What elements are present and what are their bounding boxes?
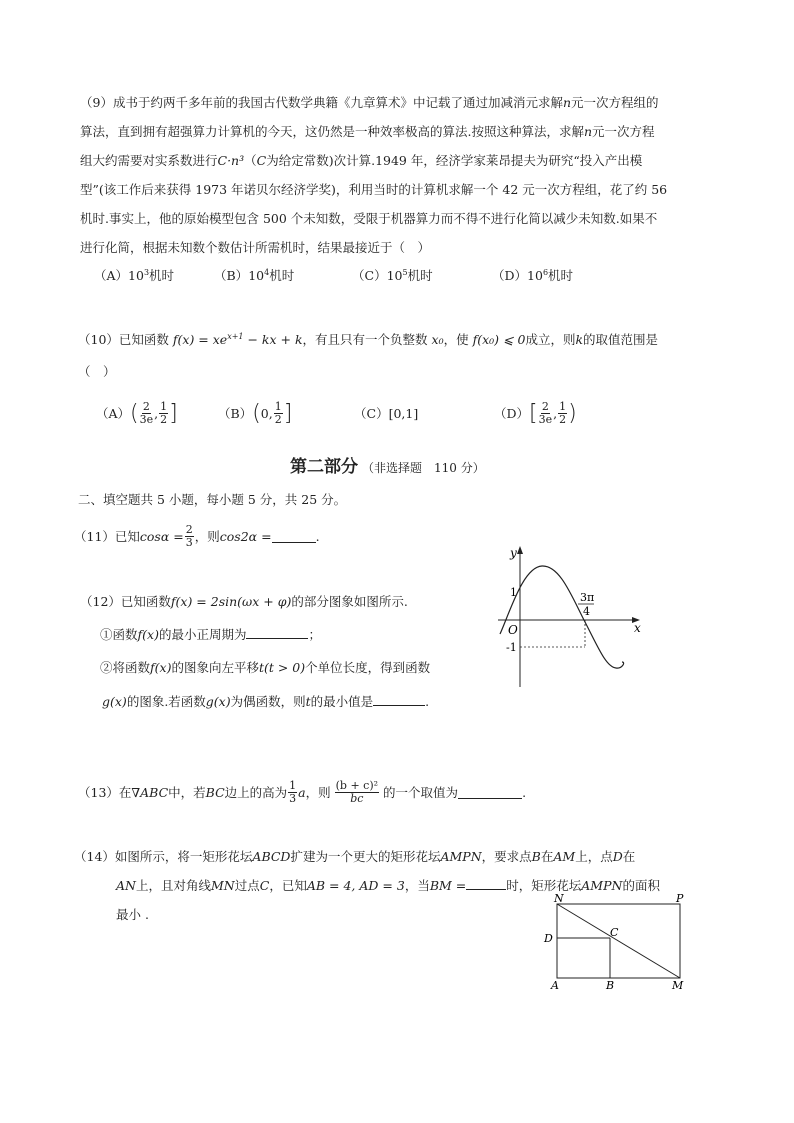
option-label: （C） bbox=[352, 268, 387, 283]
y-axis-arrow bbox=[517, 546, 523, 554]
q10-option-d[interactable]: （D） [ $\frac{2}{3e}$ , $\frac{1}{2}$ ) bbox=[494, 399, 577, 426]
interval-open: [ bbox=[529, 400, 538, 426]
q14-text: 上，且对角线 bbox=[135, 878, 211, 893]
point-c: C bbox=[259, 878, 270, 893]
q9-text: 算法，直到拥有超强算力计算机的今天，这仍然是一种效率极高的算法.按照这种算法，求解 bbox=[80, 124, 584, 139]
g-x: g(x) bbox=[102, 694, 127, 709]
question-13 bbox=[78, 772, 526, 812]
segment-an: AN bbox=[116, 878, 136, 893]
frac-num: 1 bbox=[274, 399, 282, 413]
formula-cn3: C·n³ bbox=[217, 153, 245, 168]
q9-text: （9）成书于约两千多年前的我国古代数学典籍《九章算术》中记载了通过加减消元求解 bbox=[80, 95, 563, 110]
q13-text: 的一个取值为 bbox=[383, 785, 459, 800]
fraction bbox=[185, 524, 194, 549]
answer-blank[interactable] bbox=[466, 877, 506, 890]
var-t: t bbox=[305, 694, 311, 709]
q14-text: ，已知 bbox=[269, 878, 307, 893]
triangle-abc: ∇ABC bbox=[131, 784, 169, 800]
q13-text: （13）在 bbox=[78, 785, 132, 800]
interval-close: ] bbox=[169, 400, 178, 426]
q9-line-1 bbox=[80, 88, 720, 117]
diagonal-mn bbox=[557, 904, 680, 978]
question-10-line-2: （ ） bbox=[78, 364, 116, 379]
option-unit: 机时 bbox=[407, 268, 433, 283]
q14-text: 上，点 bbox=[575, 849, 613, 864]
label-n: N bbox=[554, 892, 564, 905]
label-d: D bbox=[544, 932, 553, 945]
segment-mn: MN bbox=[210, 878, 235, 893]
q9-text: 组大约需要对实系数进行 bbox=[80, 153, 218, 168]
interval-close: ] bbox=[283, 400, 293, 426]
var-k: k bbox=[575, 332, 584, 347]
q9-option-a[interactable] bbox=[94, 266, 174, 284]
question-11 bbox=[74, 518, 320, 554]
interval-open: ( bbox=[130, 400, 139, 426]
frac-num: (b + c)² bbox=[335, 778, 379, 792]
frac-num: 2 bbox=[142, 399, 150, 413]
q10-function: f(x) = xe bbox=[172, 332, 228, 347]
frac-num: 2 bbox=[185, 522, 193, 536]
option-unit: 机时 bbox=[548, 268, 574, 283]
q10-option-b[interactable]: （B） ( 0 , $\frac{1}{2}$ ] bbox=[218, 399, 293, 426]
q13-text: 边上的高为 bbox=[224, 785, 288, 800]
q13-text: 中，若 bbox=[168, 785, 206, 800]
x-tick-num: 3π bbox=[580, 591, 595, 604]
q13-text: . bbox=[522, 784, 527, 800]
q14-text: 时，矩形花坛 bbox=[506, 878, 582, 893]
option-label: （C） bbox=[354, 406, 389, 421]
option-exp: 5 bbox=[402, 267, 408, 277]
frac-num: 1 bbox=[289, 778, 297, 792]
y-label: y bbox=[510, 546, 517, 560]
option-exp: 3 bbox=[143, 267, 150, 277]
q12-text: 的部分图象如图所示. bbox=[291, 594, 408, 609]
section-2-heading: 二、填空题共 5 小题，每小题 5 分，共 25 分。 bbox=[78, 492, 347, 507]
var-n: n bbox=[562, 95, 572, 110]
rect-ampn: AMPN bbox=[581, 878, 623, 893]
question-12-line-1 bbox=[80, 592, 408, 610]
q9-option-c[interactable] bbox=[352, 266, 433, 284]
q12-text: 的最小正周期为 bbox=[158, 627, 247, 642]
q12-text: 的图象.若函数 bbox=[126, 694, 206, 709]
interval-start: 0 bbox=[260, 405, 269, 421]
q9-line-3 bbox=[80, 146, 720, 175]
question-12-part-2-cont bbox=[102, 692, 429, 710]
option-label: （A） bbox=[96, 406, 131, 421]
question-14-line-3: 最小 . bbox=[116, 907, 149, 922]
q12-text: 的最小值是 bbox=[310, 694, 374, 709]
q9-text: 元一次方程组的 bbox=[571, 95, 659, 110]
frac-den: bc bbox=[350, 791, 364, 805]
q11-text: ，则 bbox=[194, 529, 220, 544]
option-exp: 4 bbox=[264, 267, 270, 277]
part2-title: 第二部分 bbox=[290, 457, 358, 477]
fraction bbox=[274, 401, 283, 426]
option-base: 10 bbox=[248, 268, 265, 283]
q9-option-d[interactable] bbox=[492, 266, 573, 284]
part2-subtitle: （非选择题 110 分） bbox=[361, 461, 485, 475]
answer-blank[interactable] bbox=[458, 786, 522, 799]
q14-text: ，要求点 bbox=[481, 849, 532, 864]
answer-blank[interactable] bbox=[246, 626, 308, 639]
x-label: x bbox=[634, 621, 641, 635]
interval-open: ( bbox=[252, 400, 261, 426]
f-x: f(x) bbox=[137, 627, 159, 642]
q10-text: ，有且只有一个负整数 bbox=[302, 332, 428, 347]
interval-text: [0,1] bbox=[388, 405, 419, 421]
frac-num: 1 bbox=[559, 399, 567, 413]
q14-text: 的面积 bbox=[622, 878, 660, 893]
label-p: P bbox=[676, 892, 684, 905]
q14-text: 扩建为一个更大的矩形花坛 bbox=[290, 849, 441, 864]
q12-text: （12）已知函数 bbox=[80, 594, 171, 609]
frac-den: 2 bbox=[559, 412, 567, 426]
q9-line-4: 型”(该工作后来获得 1973 年诺贝尔经济学奖)，利用当时的计算机求解一个 42 元一次方程组，花了约 56 bbox=[80, 182, 668, 197]
q14-text: 过点 bbox=[234, 878, 260, 893]
frac-den: 3e bbox=[139, 412, 154, 426]
q12-text: 的图象向左平移 bbox=[171, 660, 259, 675]
segment-am: AM bbox=[553, 849, 576, 864]
t-condition: t(t > 0) bbox=[258, 660, 306, 675]
q11-text: . bbox=[315, 528, 320, 544]
q9-line-6: 进行化简，根据未知数个数估计所需机时，结果最接近于（ ） bbox=[80, 240, 431, 255]
f-x: f(x) bbox=[150, 660, 172, 675]
question-10-line-1 bbox=[78, 330, 658, 348]
q14-text: 在 bbox=[540, 849, 554, 864]
q10-text: 的取值范围是 bbox=[583, 332, 659, 347]
option-label: （B） bbox=[218, 406, 253, 421]
q11-text: （11）已知 bbox=[74, 529, 140, 544]
point-b: B bbox=[531, 849, 541, 864]
q14-text: 在 bbox=[622, 849, 636, 864]
part2-heading bbox=[290, 452, 485, 477]
fraction bbox=[558, 401, 567, 426]
question-12-part-2 bbox=[100, 658, 430, 676]
q10-function-exponent: x+1 bbox=[227, 331, 244, 341]
q10-text: 成立，则 bbox=[525, 332, 576, 347]
option-label: （A） bbox=[94, 268, 129, 283]
label-c: C bbox=[610, 926, 619, 939]
question-12-part-1 bbox=[100, 625, 321, 643]
interval-close: ) bbox=[568, 400, 577, 426]
y-tick-1: 1 bbox=[510, 586, 517, 599]
q12-text: . bbox=[425, 694, 430, 709]
frac-num: 1 bbox=[160, 399, 168, 413]
option-unit: 机时 bbox=[149, 268, 175, 283]
q10-condition: f(x₀) ⩽ 0 bbox=[472, 332, 526, 347]
q12-text: 为偶函数，则 bbox=[230, 694, 306, 709]
x-tick-den: 4 bbox=[583, 605, 590, 618]
option-base: 10 bbox=[527, 268, 543, 283]
q9-option-b[interactable] bbox=[214, 266, 294, 284]
option-base: 10 bbox=[386, 268, 403, 283]
label-b: B bbox=[606, 979, 615, 992]
answer-blank[interactable] bbox=[272, 530, 316, 543]
q12-sine-graph bbox=[488, 542, 648, 692]
side-bc: BC bbox=[205, 784, 225, 800]
fraction bbox=[335, 780, 379, 805]
q14-text: ，当 bbox=[404, 878, 430, 893]
q12-text: ①函数 bbox=[100, 627, 138, 642]
answer-blank[interactable] bbox=[373, 693, 425, 706]
frac-den: 3 bbox=[289, 791, 297, 805]
question-9 bbox=[80, 88, 720, 262]
option-label: （D） bbox=[492, 268, 528, 283]
var-c: C bbox=[256, 153, 267, 168]
frac-den: 3 bbox=[185, 535, 193, 549]
q10-text: （10）已知函数 bbox=[78, 332, 169, 347]
cos-2alpha: cos2α = bbox=[219, 528, 272, 544]
q12-text: ②将函数 bbox=[100, 660, 151, 675]
q9-text: 元一次方程 bbox=[592, 124, 655, 139]
q14-text: （14）如图所示，将一矩形花坛 bbox=[74, 849, 253, 864]
option-label: （B） bbox=[214, 268, 249, 283]
fraction bbox=[140, 401, 154, 426]
question-14-line-1 bbox=[74, 847, 635, 865]
q14-rectangle-figure bbox=[540, 892, 690, 992]
origin-label: O bbox=[508, 623, 518, 637]
frac-num: 2 bbox=[541, 399, 549, 413]
var-a: a bbox=[298, 784, 306, 800]
q9-text: 为给定常数)次计算.1949 年，经济学家莱昂提夫为研究“投入产出模 bbox=[266, 153, 643, 168]
g-x: g(x) bbox=[205, 694, 231, 709]
q12-function: f(x) = 2sin(ωx + φ) bbox=[170, 594, 292, 609]
fraction bbox=[288, 780, 297, 805]
point-d: D bbox=[612, 849, 623, 864]
label-m: M bbox=[672, 979, 684, 992]
q12-text: ； bbox=[308, 627, 321, 642]
cos-alpha: cosα = bbox=[139, 528, 184, 544]
sine-curve bbox=[500, 566, 624, 668]
q10-function-tail: − kx + k bbox=[243, 332, 303, 347]
q10-text: ，使 bbox=[443, 332, 469, 347]
given-lengths: AB = 4, AD = 3 bbox=[306, 878, 405, 893]
var-x0: x₀ bbox=[431, 332, 444, 347]
q13-text: ，则 bbox=[305, 785, 331, 800]
var-n: n bbox=[583, 124, 593, 139]
fraction bbox=[159, 401, 168, 426]
q10-option-a[interactable]: （A） ( $\frac{2}{3e}$ , $\frac{1}{2}$ ] bbox=[96, 399, 178, 426]
fraction bbox=[539, 401, 553, 426]
q9-text: （ bbox=[244, 153, 257, 168]
rect-abcd: ABCD bbox=[252, 849, 291, 864]
q12-text: 个单位长度，得到函数 bbox=[305, 660, 431, 675]
y-tick-neg1: -1 bbox=[506, 641, 517, 654]
segment-bm: BM = bbox=[429, 878, 467, 893]
frac-den: 2 bbox=[274, 412, 282, 426]
frac-den: 3e bbox=[538, 412, 553, 426]
option-unit: 机时 bbox=[269, 268, 295, 283]
q10-option-c[interactable] bbox=[354, 396, 418, 430]
option-label: （D） bbox=[494, 406, 530, 421]
option-exp: 6 bbox=[542, 267, 549, 277]
q9-line-5: 机时.事实上，他的原始模型包含 500 个未知数，受限于机器算力而不得不进行化简以减少未知数.如果不 bbox=[80, 211, 658, 226]
q9-line-2 bbox=[80, 117, 720, 146]
option-base: 10 bbox=[128, 268, 144, 283]
label-a: A bbox=[551, 979, 559, 992]
frac-den: 2 bbox=[160, 412, 168, 426]
rect-ampn: AMPN bbox=[440, 849, 482, 864]
